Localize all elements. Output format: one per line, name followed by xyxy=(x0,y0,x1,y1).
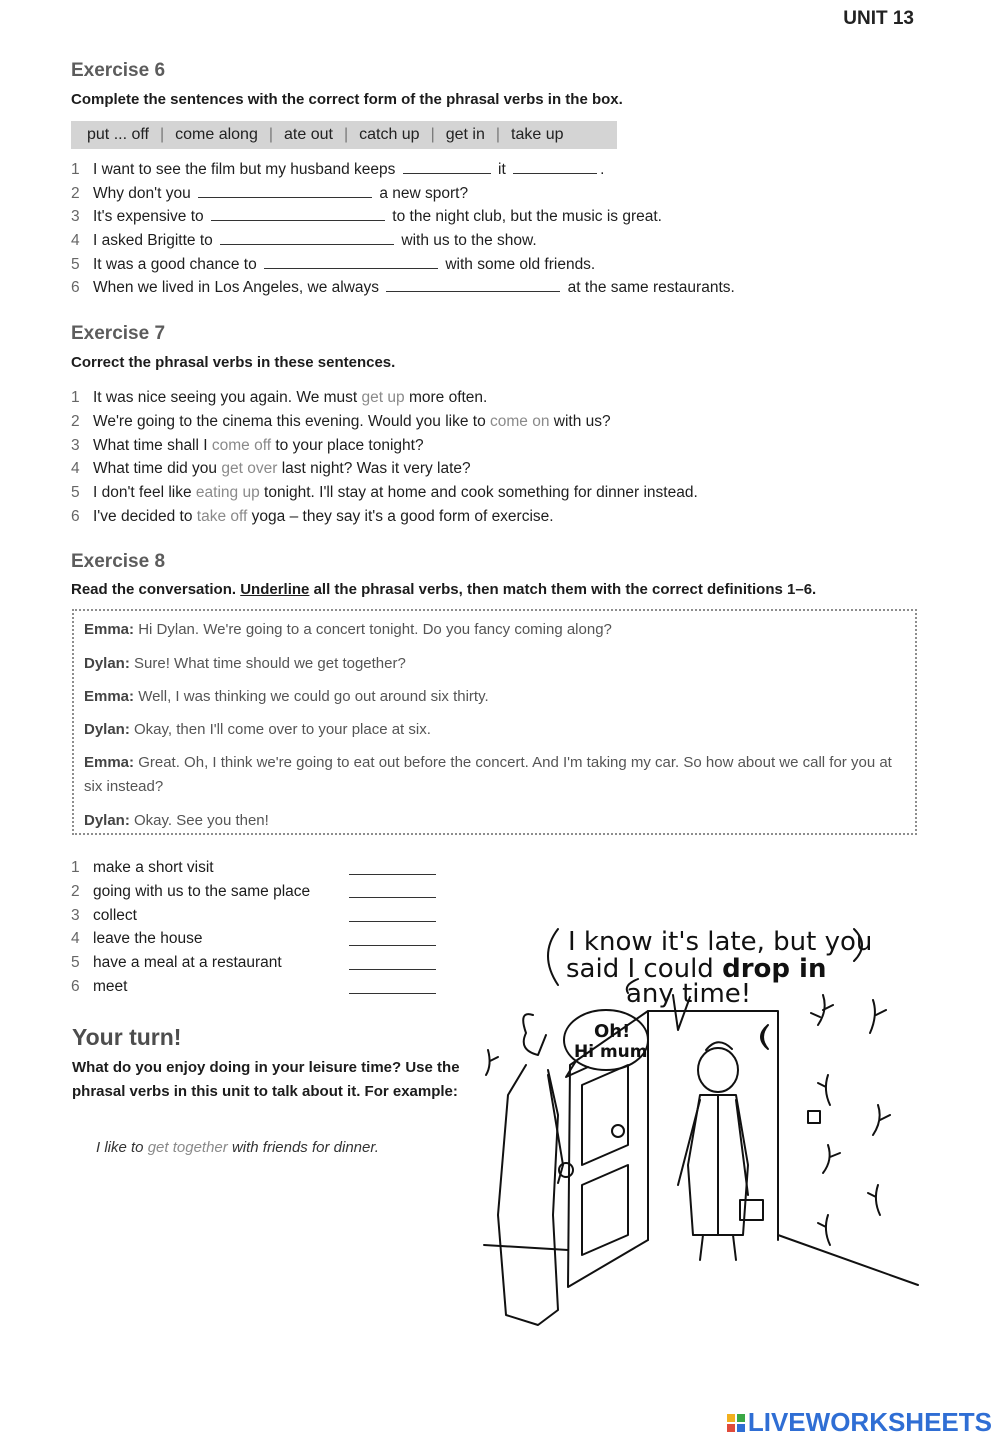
logo-icon xyxy=(727,1414,745,1432)
your-turn-title: Your turn! xyxy=(72,1024,182,1050)
ex7-sentence: 1 It was nice seeing you again. We must get up more often. xyxy=(71,389,488,406)
ex6-sentence: 4 I asked Brigitte to with us to the show. xyxy=(71,232,537,249)
conversation-line: Dylan: Okay, then I'll come over to your place at six. xyxy=(84,721,431,738)
ex6-sentence: 5 It was a good chance to with some old friends. xyxy=(71,256,596,273)
ex7-sentence: 3 What time shall I come off to your place tonight? xyxy=(71,437,424,454)
definition-item: 5 have a meal at a restaurant xyxy=(71,954,282,971)
ex7-sentence: 5 I don't feel like eating up tonight. I'll stay at home and cook something for dinner instead. xyxy=(71,484,698,501)
answer-blank[interactable] xyxy=(349,920,436,922)
your-turn-example: I like to get together with friends for dinner. xyxy=(96,1139,379,1156)
conversation-line: Emma: Hi Dylan. We're going to a concert tonight. Do you fancy coming along? xyxy=(84,621,612,638)
answer-blank[interactable] xyxy=(349,992,436,994)
small-bubble-line-2: Hi mum xyxy=(574,1042,648,1062)
answer-blank[interactable] xyxy=(349,968,436,970)
exercise-6-instruction: Complete the sentences with the correct form of the phrasal verbs in the box. xyxy=(71,91,623,108)
definition-item: 3 collect xyxy=(71,907,137,924)
small-bubble-line-1: Oh! xyxy=(594,1021,631,1042)
ex7-sentence: 4 What time did you get over last night? Was it very late? xyxy=(71,460,471,477)
exercise-8-title: Exercise 8 xyxy=(71,551,166,572)
definition-item: 4 leave the house xyxy=(71,930,203,947)
answer-blank[interactable] xyxy=(349,873,436,875)
your-turn-text: What do you enjoy doing in your leisure time? Use the phrasal verbs in this unit to talk about it. For example: xyxy=(72,1059,460,1100)
answer-blank[interactable] xyxy=(403,161,491,174)
ex6-sentence: 6 When we lived in Los Angeles, we always at the same restaurants. xyxy=(71,279,735,296)
definition-item: 1 make a short visit xyxy=(71,859,214,876)
brand-name: LIVEWORKSHEETS xyxy=(747,1407,992,1437)
definition-item: 6 meet xyxy=(71,978,128,995)
liveworksheets-logo xyxy=(727,1407,992,1438)
exercise-6-title: Exercise 6 xyxy=(71,60,166,81)
conversation-line: Dylan: Okay. See you then! xyxy=(84,812,269,829)
word-option: get in xyxy=(445,126,485,143)
conversation-line: Dylan: Sure! What time should we get together? xyxy=(84,655,406,672)
conversation-line: Emma: Great. Oh, I think we're going to eat out before the concert. And I'm taking my car. So how about we call for you at six instead? xyxy=(84,754,892,795)
answer-blank[interactable] xyxy=(386,279,560,292)
exercise-7-title: Exercise 7 xyxy=(71,323,166,344)
answer-blank[interactable] xyxy=(211,208,385,221)
word-option: come along xyxy=(175,126,258,143)
word-option: catch up xyxy=(359,126,420,143)
exercise-7-instruction: Correct the phrasal verbs in these sentences. xyxy=(71,354,396,371)
speech-bubble-line-2: said I could drop in xyxy=(566,954,827,984)
answer-blank[interactable] xyxy=(264,256,438,269)
speech-bubble-line-3: any time! xyxy=(626,979,752,1009)
cartoon-illustration xyxy=(478,915,923,1345)
speech-bubble-line-1: I know it's late, but you xyxy=(568,927,873,957)
ex7-sentence: 6 I've decided to take off yoga – they say it's a good form of exercise. xyxy=(71,508,554,525)
ex7-sentence: 2 We're going to the cinema this evening. Would you like to come on with us? xyxy=(71,413,611,430)
answer-blank[interactable] xyxy=(349,896,436,898)
ex6-sentence: 3 It's expensive to to the night club, but the music is great. xyxy=(71,208,662,225)
answer-blank[interactable] xyxy=(220,232,394,245)
conversation-line: Emma: Well, I was thinking we could go out around six thirty. xyxy=(84,688,489,705)
answer-blank[interactable] xyxy=(513,161,597,174)
answer-blank[interactable] xyxy=(349,944,436,946)
phrasal-verb-box: put ... off | come along | ate out | catch up | get in | take up xyxy=(71,121,617,149)
ex6-sentence: 1 I want to see the film but my husband keeps it . xyxy=(71,161,605,178)
word-option: ate out xyxy=(284,126,333,143)
word-option: take up xyxy=(511,126,564,143)
ex6-sentence: 2 Why don't you a new sport? xyxy=(71,185,469,202)
word-option: put ... off xyxy=(87,126,149,143)
answer-blank[interactable] xyxy=(198,185,372,198)
definition-item: 2 going with us to the same place xyxy=(71,883,311,900)
unit-label: UNIT 13 xyxy=(843,8,914,29)
exercise-8-instruction: Read the conversation. Underline all the phrasal verbs, then match them with the correct definitions 1–6. xyxy=(71,581,817,598)
